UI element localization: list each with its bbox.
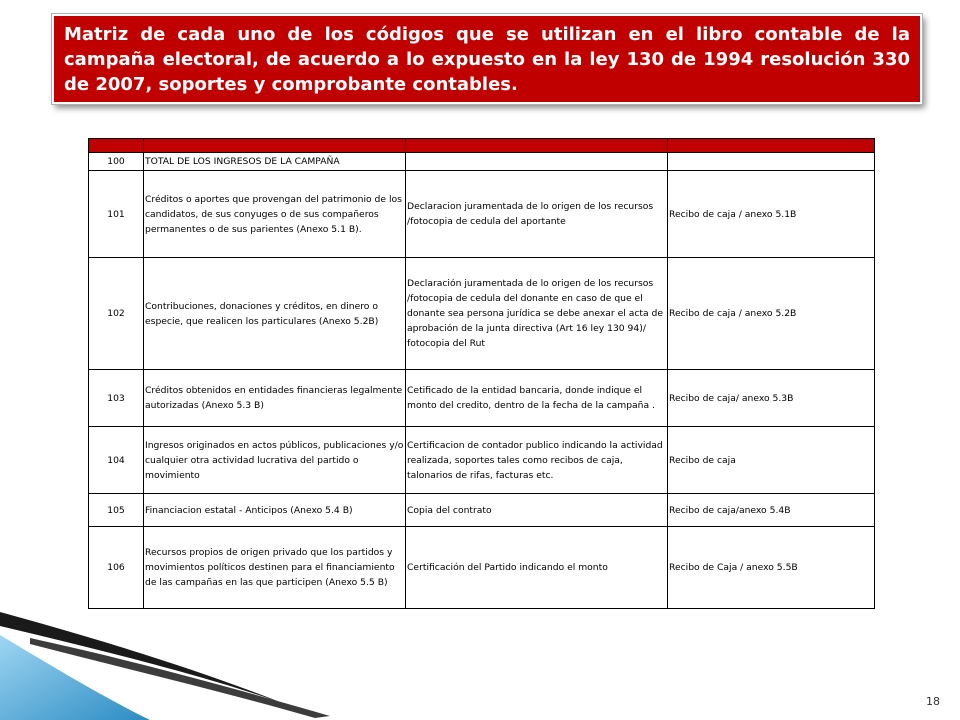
row-voucher: Recibo de caja/anexo 5.4B — [668, 494, 875, 527]
row-voucher: Recibo de caja — [668, 427, 875, 494]
row-code: 104 — [89, 427, 144, 494]
row-support-document: Declaración juramentada de lo origen de los recursos /fotocopia de cedula del donante en caso de que el donante sea persona jurídica se debe anexar el acta de aprobación de la junta directiva (Art 16 ley 130 94)/ fotocopia del Rut — [406, 258, 668, 370]
row-support-document: Cetificado de la entidad bancaria, donde indique el monto del credito, dentro de la fecha de la campaña . — [406, 370, 668, 427]
row-characteristics: Créditos o aportes que provengan del patrimonio de los candidatos, de sus conyuges o de sus compañeros permanentes o de sus parientes (Anexo 5.1 B). — [144, 171, 406, 258]
table-row — [89, 171, 875, 258]
row-characteristics: Recursos propios de origen privado que los partidos y movimientos políticos destinen para el financiamiento de las campañas en las que participen (Anexo 5.5 B) — [144, 527, 406, 609]
table-header-row — [89, 139, 875, 153]
row-support-document: Certificacion de contador publico indicando la actividad realizada, soportes tales como recibos de caja, talonarios de rifas, facturas etc. — [406, 427, 668, 494]
header-characteristics: Caracteristicas — [144, 139, 406, 153]
header-voucher: Comprobante contable / Anexos — [668, 139, 875, 153]
slide-title: Matriz de cada uno de los códigos que se utilizan en el libro contable de la campaña electoral, de acuerdo a lo expuesto en la ley 130 de 1994 resolución 330 de 2007, soportes y comprobante contables. — [64, 24, 910, 95]
row-code: 103 — [89, 370, 144, 427]
header-code: Código — [89, 139, 144, 153]
row-characteristics: Contribuciones, donaciones y créditos, en dinero o especie, que realicen los particulares (Anexo 5.2B) — [144, 258, 406, 370]
table-row — [89, 258, 875, 370]
row-support-document: Declaracion juramentada de lo origen de los recursos /fotocopia de cedula del aportante — [406, 171, 668, 258]
row-voucher: Recibo de caja/ anexo 5.3B — [668, 370, 875, 427]
row-characteristics: Financiacion estatal - Anticipos (Anexo 5.4 B) — [144, 494, 406, 527]
decorative-swoosh — [0, 540, 380, 720]
row-voucher: Recibo de caja / anexo 5.1B — [668, 171, 875, 258]
row-voucher: Recibo de Caja / anexo 5.5B — [668, 527, 875, 609]
row-code: 101 — [89, 171, 144, 258]
row-voucher — [668, 153, 875, 171]
table-row — [89, 427, 875, 494]
row-support-document: Certificación del Partido indicando el monto — [406, 527, 668, 609]
title-banner — [52, 14, 922, 104]
row-characteristics: Ingresos originados en actos públicos, publicaciones y/o cualquier otra actividad lucrativa del partido o movimiento — [144, 427, 406, 494]
row-code: 102 — [89, 258, 144, 370]
row-voucher: Recibo de caja / anexo 5.2B — [668, 258, 875, 370]
row-characteristics: Créditos obtenidos en entidades financieras legalmente autorizadas (Anexo 5.3 B) — [144, 370, 406, 427]
row-characteristics: TOTAL DE LOS INGRESOS DE LA CAMPAÑA — [144, 153, 406, 171]
table-row — [89, 153, 875, 171]
slide-number: 18 — [926, 695, 940, 708]
row-code: 106 — [89, 527, 144, 609]
row-support-document: Copia del contrato — [406, 494, 668, 527]
header-support-document: Documento Soporte — [406, 139, 668, 153]
row-code: 105 — [89, 494, 144, 527]
row-support-document — [406, 153, 668, 171]
blue-swoosh-shape — [0, 635, 150, 720]
table-row — [89, 494, 875, 527]
codes-matrix-table — [88, 138, 875, 609]
row-code: 100 — [89, 153, 144, 171]
table-row — [89, 370, 875, 427]
